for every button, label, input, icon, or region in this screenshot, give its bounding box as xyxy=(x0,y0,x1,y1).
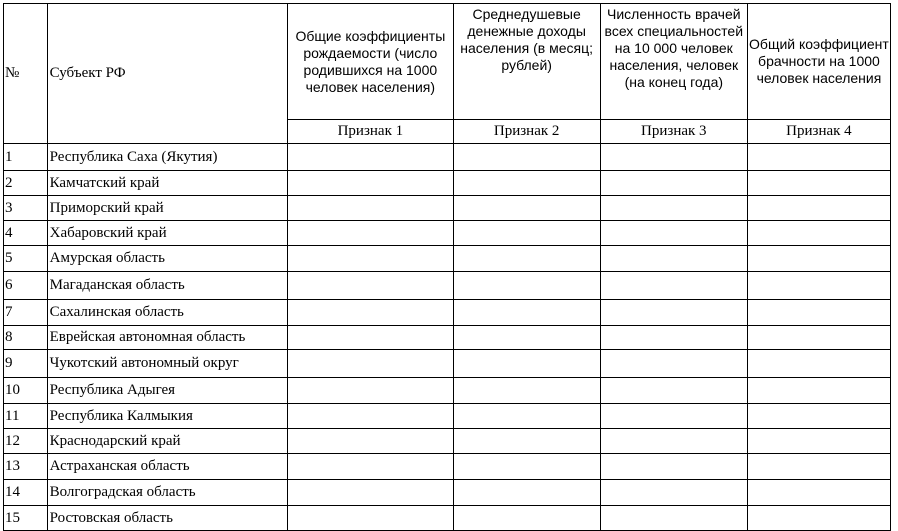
row-sign-4 xyxy=(747,246,890,272)
row-sign-4 xyxy=(747,480,890,506)
table-row xyxy=(4,171,891,196)
row-sign-4 xyxy=(747,171,890,196)
row-sign-4 xyxy=(747,326,890,350)
row-sign-2 xyxy=(453,454,600,480)
header-col3: Численность врачей всех специальностей на 10 000 человек населения, человек (на конец года) xyxy=(600,4,747,120)
row-num: 13 xyxy=(4,454,48,480)
row-sign-3 xyxy=(600,378,747,404)
row-sign-2 xyxy=(453,246,600,272)
row-num: 4 xyxy=(4,221,48,246)
sign-3: Признак 3 xyxy=(600,120,747,144)
header-col1: Общие коэффициенты рождаемости (число родившихся на 1000 человек населения) xyxy=(288,4,453,120)
table-row xyxy=(4,300,891,326)
row-sign-1 xyxy=(288,300,453,326)
row-sign-3 xyxy=(600,480,747,506)
row-sign-3 xyxy=(600,429,747,454)
row-sign-2 xyxy=(453,404,600,429)
row-sign-1 xyxy=(288,378,453,404)
table-row xyxy=(4,144,891,171)
row-sign-2 xyxy=(453,350,600,378)
row-num: 9 xyxy=(4,350,48,378)
row-sign-2 xyxy=(453,171,600,196)
row-sign-2 xyxy=(453,429,600,454)
row-subject: Приморский край xyxy=(47,196,288,221)
row-sign-2 xyxy=(453,378,600,404)
row-sign-1 xyxy=(288,246,453,272)
table-row xyxy=(4,378,891,404)
row-subject: Сахалинская область xyxy=(47,300,288,326)
table-row xyxy=(4,506,891,531)
row-sign-1 xyxy=(288,171,453,196)
row-subject: Республика Адыгея xyxy=(47,378,288,404)
row-sign-1 xyxy=(288,196,453,221)
row-subject: Чукотский автономный округ xyxy=(47,350,288,378)
table-row xyxy=(4,221,891,246)
row-sign-1 xyxy=(288,221,453,246)
row-sign-3 xyxy=(600,144,747,171)
row-sign-3 xyxy=(600,246,747,272)
table-row xyxy=(4,454,891,480)
header-subject: Субъект РФ xyxy=(47,4,288,144)
row-num: 3 xyxy=(4,196,48,221)
header-col2: Среднедушевые денежные доходы населения (в месяц; рублей) xyxy=(453,4,600,120)
row-sign-3 xyxy=(600,454,747,480)
table-row xyxy=(4,326,891,350)
row-sign-4 xyxy=(747,272,890,300)
row-sign-4 xyxy=(747,506,890,531)
table-row xyxy=(4,350,891,378)
row-num: 14 xyxy=(4,480,48,506)
row-sign-4 xyxy=(747,378,890,404)
row-subject: Волгоградская область xyxy=(47,480,288,506)
row-subject: Еврейская автономная область xyxy=(47,326,288,350)
row-sign-3 xyxy=(600,350,747,378)
row-num: 15 xyxy=(4,506,48,531)
row-num: 11 xyxy=(4,404,48,429)
row-sign-4 xyxy=(747,144,890,171)
header-col4: Общий коэффициент брачности на 1000 человек населения xyxy=(747,4,890,120)
row-sign-1 xyxy=(288,506,453,531)
table-row xyxy=(4,429,891,454)
row-subject: Республика Калмыкия xyxy=(47,404,288,429)
row-subject: Краснодарский край xyxy=(47,429,288,454)
row-subject: Ростовская область xyxy=(47,506,288,531)
row-sign-2 xyxy=(453,272,600,300)
regions-table xyxy=(3,3,891,531)
row-sign-1 xyxy=(288,272,453,300)
row-sign-4 xyxy=(747,196,890,221)
row-sign-1 xyxy=(288,350,453,378)
row-num: 5 xyxy=(4,246,48,272)
document-page xyxy=(3,3,891,531)
row-sign-4 xyxy=(747,454,890,480)
row-num: 12 xyxy=(4,429,48,454)
row-num: 7 xyxy=(4,300,48,326)
table-row xyxy=(4,196,891,221)
row-sign-3 xyxy=(600,404,747,429)
row-sign-2 xyxy=(453,326,600,350)
table-row xyxy=(4,246,891,272)
row-subject: Амурская область xyxy=(47,246,288,272)
row-sign-2 xyxy=(453,300,600,326)
row-sign-4 xyxy=(747,300,890,326)
row-sign-4 xyxy=(747,350,890,378)
row-sign-1 xyxy=(288,404,453,429)
table-row xyxy=(4,480,891,506)
row-sign-2 xyxy=(453,196,600,221)
row-sign-1 xyxy=(288,454,453,480)
table-row xyxy=(4,272,891,300)
row-num: 10 xyxy=(4,378,48,404)
row-subject: Хабаровский край xyxy=(47,221,288,246)
row-sign-1 xyxy=(288,480,453,506)
row-subject: Магаданская область xyxy=(47,272,288,300)
row-num: 1 xyxy=(4,144,48,171)
row-sign-3 xyxy=(600,326,747,350)
row-sign-3 xyxy=(600,272,747,300)
row-sign-1 xyxy=(288,144,453,171)
row-sign-2 xyxy=(453,221,600,246)
header-row xyxy=(4,4,891,120)
row-sign-4 xyxy=(747,429,890,454)
table-row xyxy=(4,404,891,429)
row-subject: Астраханская область xyxy=(47,454,288,480)
row-num: 2 xyxy=(4,171,48,196)
row-sign-2 xyxy=(453,506,600,531)
row-sign-3 xyxy=(600,506,747,531)
row-sign-4 xyxy=(747,221,890,246)
row-num: 6 xyxy=(4,272,48,300)
row-sign-1 xyxy=(288,326,453,350)
row-subject: Республика Саха (Якутия) xyxy=(47,144,288,171)
row-sign-3 xyxy=(600,221,747,246)
row-sign-1 xyxy=(288,429,453,454)
row-sign-2 xyxy=(453,480,600,506)
row-sign-3 xyxy=(600,196,747,221)
header-num: № xyxy=(4,4,48,144)
row-sign-4 xyxy=(747,404,890,429)
sign-1: Признак 1 xyxy=(288,120,453,144)
row-sign-3 xyxy=(600,171,747,196)
row-sign-3 xyxy=(600,300,747,326)
row-num: 8 xyxy=(4,326,48,350)
row-subject: Камчатский край xyxy=(47,171,288,196)
sign-2: Признак 2 xyxy=(453,120,600,144)
sign-4: Признак 4 xyxy=(747,120,890,144)
row-sign-2 xyxy=(453,144,600,171)
